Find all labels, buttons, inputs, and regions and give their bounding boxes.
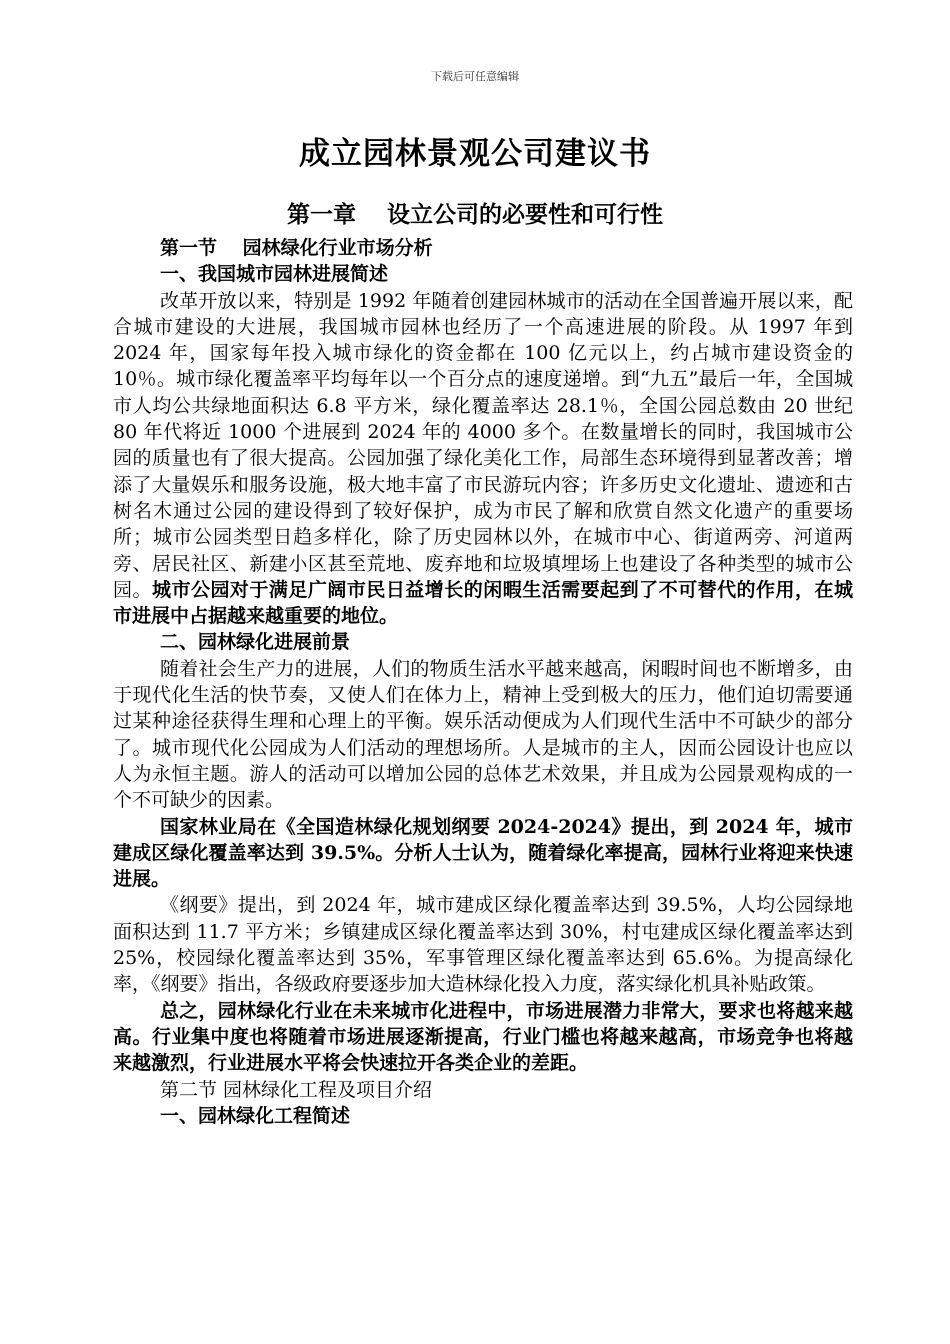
paragraph-emphasis: 总之，园林绿化行业在未来城市化进程中，市场进展潜力非常大，要求也将越来越高。行业集中度也将随着市场进展逐渐提高，行业门槛也将越来越高，市场竞争也将越来越激烈，行业进展水平将会快速拉开各类企业的差距。: [113, 999, 853, 1075]
section-heading: 第二节 园林绿化工程及项目介绍: [160, 1078, 433, 1101]
paragraph-text: 改革开放以来，特别是 1992 年随着创建园林城市的活动在全国普遍开展以来，配合城市建设的大进展，我国城市园林也经历了一个高速进展的阶段。从 1997 年到 2024 年，国家每年投入城市绿化的资金都在 100 亿元以上，约占城市建设资金的 10％。城市绿化覆盖率平均每年以一个百分点的速度递增。到“九五”最后一年，全国城市人均公共绿地面积达 6.8 平方米，绿化覆盖率达 28.1％，全国公园总数由 20 世纪 80 年代将近 1000 个进展到 2024 年的 4000 多个。在数量增长的同时，我国城市公园的质量也有了很大提高。公园加强了绿化美化工作，局部生态环境得到显著改善；增添了大量娱乐和服务设施，极大地丰富了市民游玩内容；许多历史文化遗址、遗迹和古树名木通过公园的建设得到了较好保护，成为市民了解和欣赏自然文化遗产的重要场所；城市公园类型日趋多样化，除了历史园林以外，在城市中心、街道两旁、河道两旁、居民社区、新建小区甚至荒地、废弃地和垃圾填埋场上也建设了各种类型的城市公园。: [113, 289, 853, 601]
document-title: 成立园林景观公司建议书: [299, 136, 651, 172]
chapter-title: 第一章 设立公司的必要性和可行性: [286, 201, 663, 228]
section-heading: 第一节 园林绿化行业市场分析: [160, 237, 433, 259]
paragraph-emphasis: 城市公园对于满足广阔市民日益增长的闲暇生活需要起到了不可替代的作用，在城市进展中占据越来越重要的地位。: [113, 578, 853, 628]
subsection-heading: 一、园林绿化工程简述: [160, 1104, 351, 1127]
paragraph-emphasis: 国家林业局在《全国造林绿化规划纲要 2024-2024》提出，到 2024 年，城市建成区绿化覆盖率达到 39.5%。分析人士认为，随着绿化率提高，园林行业将迎来快速进展。: [113, 815, 853, 891]
paragraph: 随着社会生产力的进展，人们的物质生活水平越来越高，闲暇时间也不断增多，由于现代化生活的快节奏，又使人们在体力上，精神上受到极大的压力，他们迫切需要通过某种途径获得生理和心理上的平衡。娱乐活动便成为人们现代生活中不可缺少的部分了。城市现代化公园成为人们活动的理想场所。人是城市的主人，因而公园设计也应以人为永恒主题。游人的活动可以增加公园的总体艺术效果，并且成为公园景观构成的一个不可缺少的因素。: [113, 657, 853, 812]
paragraph: 《纲要》提出，到 2024 年，城市建成区绿化覆盖率达到 39.5%，人均公园绿地面积达到 11.7 平方米；乡镇建成区绿化覆盖率达到 30%，村屯建成区绿化覆盖率达到 25%，校园绿化覆盖率达到 35%，军事管理区绿化覆盖率达到 65.6%。为提高绿化率，《纲要》指出，各级政府要逐步加大造林绿化投入力度，落实绿化机具补贴政策。: [113, 894, 853, 996]
paragraph: [113, 288, 853, 630]
subsection-heading: 一、我国城市园林进展简述: [160, 263, 389, 286]
header-note: 下载后可任意编辑: [431, 70, 519, 83]
subsection-heading: 二、园林绿化进展前景: [160, 631, 351, 654]
document-body: [113, 235, 853, 1129]
